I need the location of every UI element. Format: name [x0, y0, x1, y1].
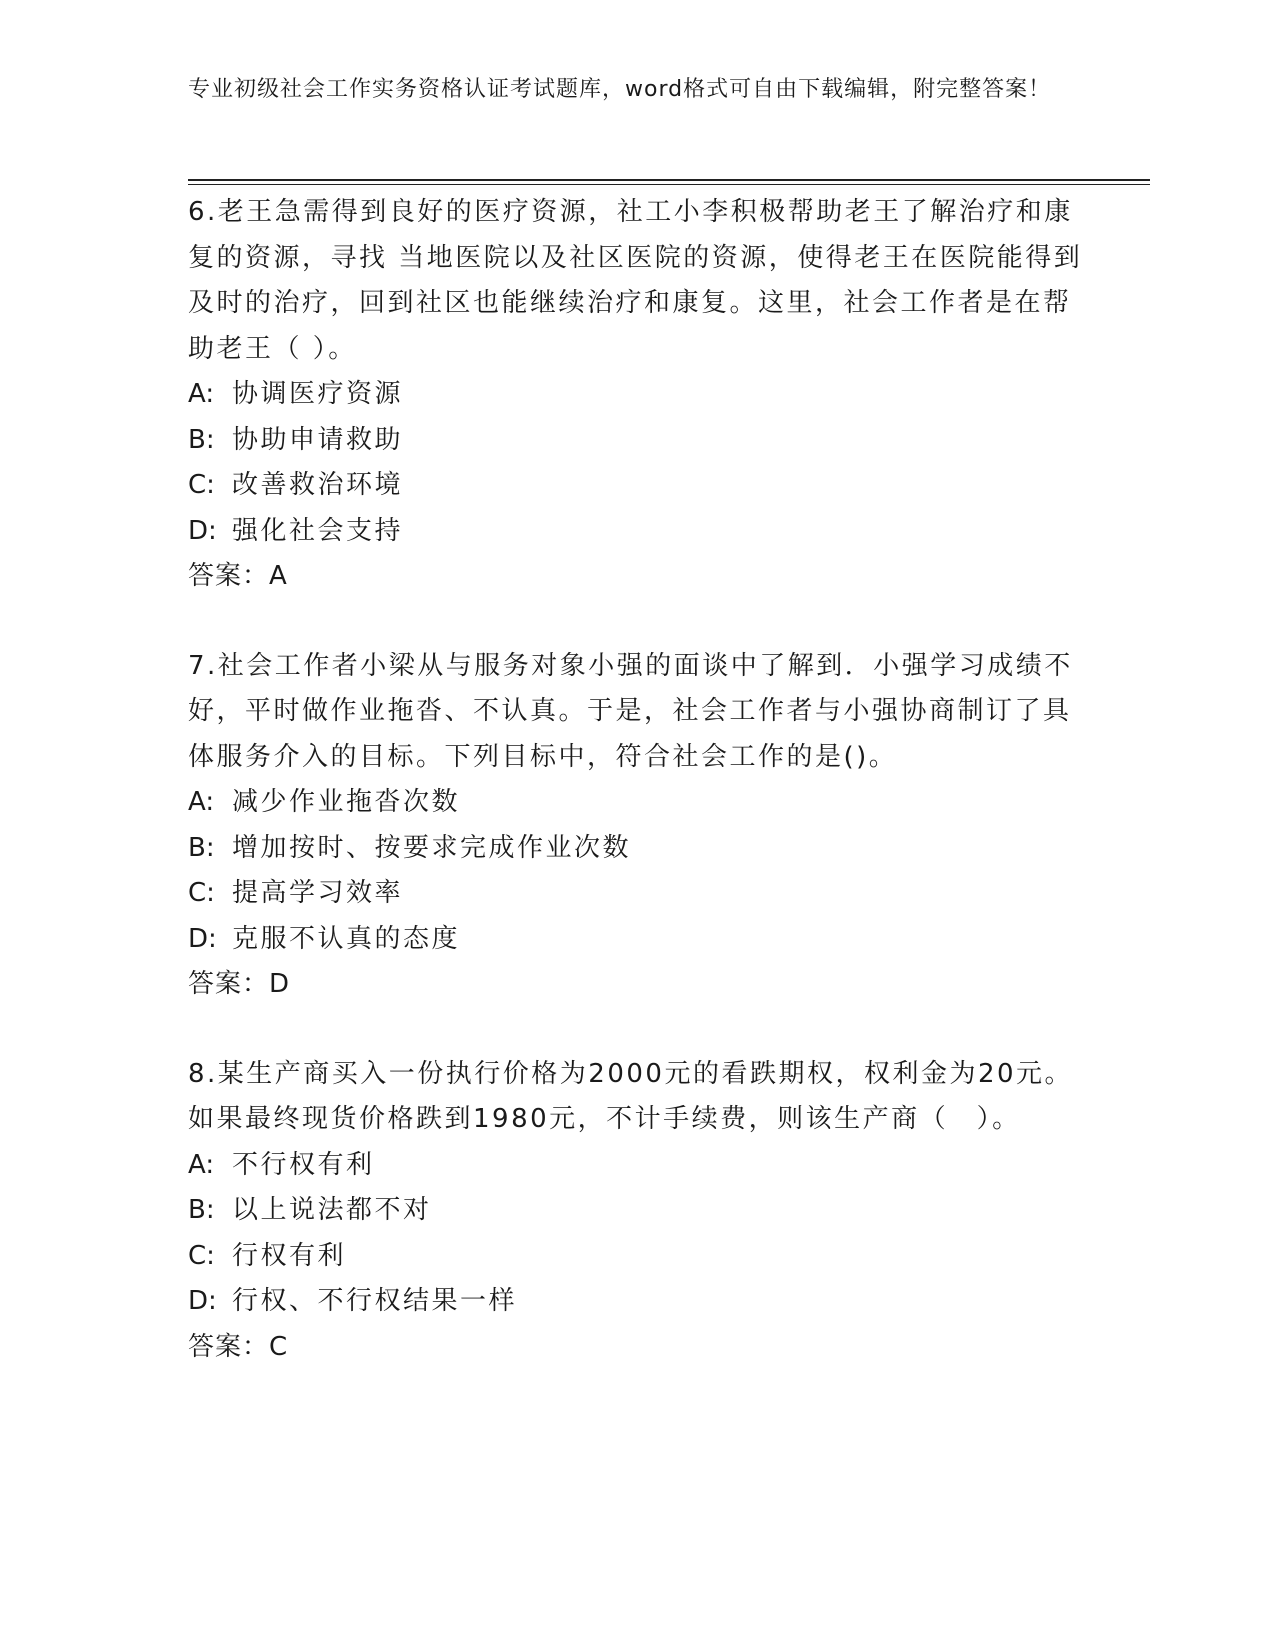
option-text: 协调医疗资源	[232, 379, 404, 409]
option-text: 提高学习效率	[232, 878, 404, 908]
question-6	[188, 190, 1088, 600]
option-b	[188, 826, 1088, 872]
option-text: 强化社会支持	[232, 515, 404, 546]
option-text: 不行权有利	[232, 1149, 375, 1180]
option-d	[188, 509, 1088, 555]
option-letter: C:	[188, 1240, 215, 1271]
option-a	[188, 780, 1088, 826]
option-b	[188, 418, 1088, 464]
question-list	[188, 190, 1088, 1414]
option-text: 减少作业拖沓次数	[232, 787, 461, 817]
option-text: 以上说法都不对	[232, 1195, 432, 1225]
option-c	[188, 1234, 1088, 1280]
option-a	[188, 372, 1088, 418]
option-letter: B:	[188, 424, 215, 455]
option-letter: D:	[188, 1286, 217, 1316]
question-stem: 8.某生产商买入一份执行价格为2000元的看跌期权，权利金为20元。如果最终现货价格跌到1980元，不计手续费，则该生产商（ ）。	[188, 1058, 1074, 1134]
option-letter: C:	[188, 470, 215, 500]
question-stem: 6.老王急需得到良好的医疗资源，社工小李积极帮助老王了解治疗和康复的资源，寻找 当地医院以及社区医院的资源，使得老王在医院能得到及时的治疗，回到社区也能继续治疗和康复。这里，社会工作者是在帮助老王（ ）。	[188, 197, 1083, 364]
option-letter: C:	[188, 878, 215, 908]
option-text: 克服不认真的态度	[232, 923, 461, 954]
option-letter: A:	[188, 1149, 215, 1180]
option-a	[188, 1143, 1088, 1189]
option-letter: B:	[188, 832, 215, 863]
answer-line: 答案：A	[188, 561, 288, 591]
option-d	[188, 917, 1088, 963]
header-divider-thin	[188, 184, 1150, 185]
option-text: 协助申请救助	[232, 424, 404, 455]
option-c	[188, 463, 1088, 509]
option-letter: A:	[188, 379, 215, 409]
option-text: 行权有利	[232, 1240, 347, 1271]
option-text: 增加按时、按要求完成作业次数	[232, 832, 632, 863]
question-8	[188, 1052, 1088, 1371]
option-letter: B:	[188, 1195, 215, 1225]
option-letter: D:	[188, 923, 217, 954]
answer-line: 答案：C	[188, 1331, 289, 1362]
option-d	[188, 1279, 1088, 1325]
option-b	[188, 1188, 1088, 1234]
header-divider-thick	[188, 179, 1150, 181]
document-header: 专业初级社会工作实务资格认证考试题库，word格式可自由下载编辑，附完整答案！	[188, 77, 1052, 102]
question-7	[188, 644, 1088, 1008]
option-letter: D:	[188, 515, 217, 546]
question-stem: 7.社会工作者小梁从与服务对象小强的面谈中了解到．小强学习成绩不好，平时做作业拖沓、不认真。于是，社会工作者与小强协商制订了具体服务介入的目标。下列目标中，符合社会工作的是()。	[188, 650, 1073, 772]
option-letter: A:	[188, 787, 215, 817]
option-c	[188, 871, 1088, 917]
answer-line: 答案：D	[188, 969, 291, 999]
option-text: 行权、不行权结果一样	[232, 1286, 518, 1316]
option-text: 改善救治环境	[232, 470, 404, 500]
